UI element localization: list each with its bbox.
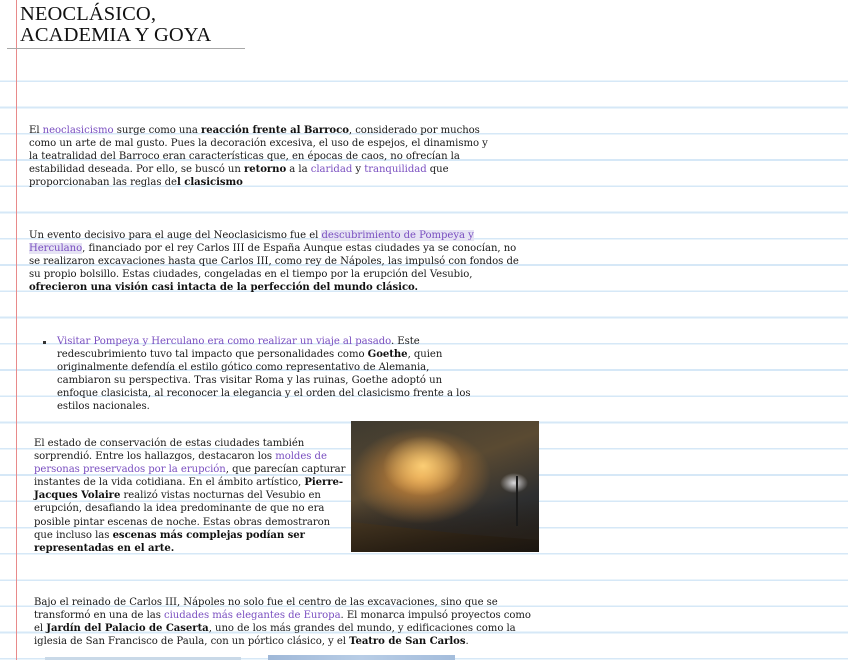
text: y <box>352 164 365 176</box>
keyword-viaje-pasado: Visitar Pompeya y Herculano era como realizar un viaje al pasado <box>57 336 391 347</box>
title-line-2: ACADEMIA Y GOYA <box>20 24 212 46</box>
partial-image-right <box>268 655 455 660</box>
keyword-ciudades-elegantes: ciudades más elegantes de Europa <box>164 610 341 622</box>
bold-reaccion-barroco: reacción frente al Barroco <box>200 125 349 136</box>
bold-teatro-san-carlos: Teatro de San Carlos <box>349 636 466 648</box>
title-underline <box>7 48 245 49</box>
paragraph-neoclasicismo-intro <box>29 124 489 189</box>
text: , quien originalmente defendía el estilo gótico como representativo de Alemania, cambiaron su perspectiva. Tras visitar Roma y las ruinas, Goethe adoptó un enfoque clasicista, al reconocer la elegancia y el orden del clasicismo frente a los estilos nacionales. <box>57 349 471 413</box>
text: , uno de los más grandes del mundo, y edificaciones como la iglesia de San Francisco de Paula, con un pórtico clásico, y el <box>34 623 516 648</box>
painting-ship-mast <box>516 476 518 526</box>
vesuvius-eruption-painting <box>351 421 539 552</box>
text: El estado de conservación de estas ciudades también sorprendió. Entre los hallazgos, destacaron los <box>34 438 305 463</box>
text: , considerado por muchos como un arte de mal gusto. Pues la decoración excesiva, el uso de espejos, el dinamismo y la teatralidad del Barroco eran características que, en épocas de caos, no ofrecían la estabilidad deseada. Por ello, se buscó un <box>29 125 488 176</box>
painting-ground <box>351 512 539 552</box>
text: . <box>465 636 469 648</box>
bold-jardin-caserta: Jardín del Palacio de Caserta <box>46 623 209 635</box>
paragraph-pompeya-herculano <box>29 229 529 294</box>
bold-goethe: Goethe <box>367 349 408 361</box>
text: , financiado por el rey Carlos III de España Aunque estas ciudades ya se conocían, no se realizaron excavaciones hasta que Carlos III, como rey de Nápoles, las impulsó con fondos de su propio bolsillo. Estas ciudades, congeladas en el tiempo por la erupción del Vesubio, <box>29 243 519 281</box>
highlighted-descubrimiento: descubrimiento de Pompeya y Herculano <box>29 230 474 255</box>
paragraph-conservacion-volaire <box>34 437 346 555</box>
keyword-moldes-personas: moldes de personas preservados por la erupción <box>34 451 327 476</box>
text: que proporcionaban las reglas de <box>29 164 449 189</box>
text: . El monarca impulsó proyectos como el <box>34 610 531 635</box>
text: surge como una <box>113 125 201 136</box>
text: Un evento decisivo para el auge del Neoclasicismo fue el <box>29 230 322 241</box>
bold-volaire: Pierre-Jacques Volaire <box>34 477 344 502</box>
text: , que parecían capturar instantes de la vida cotidiana. En el ámbito artístico, <box>34 464 346 489</box>
paragraph-carlos-iii-napoles <box>34 596 539 648</box>
keyword-claridad: claridad <box>310 164 353 176</box>
bullet-icon <box>43 341 46 344</box>
text: Bajo el reinado de Carlos III, Nápoles no solo fue el centro de las excavaciones, sino que se transformó en una de las <box>34 597 498 622</box>
page-title <box>20 4 211 46</box>
notebook-margin-line <box>16 0 17 660</box>
bold-clasicismo: l clasicismo <box>176 177 243 189</box>
bold-escenas-complejas: escenas más complejas podían ser representadas en el arte. <box>34 529 305 554</box>
text: a la <box>286 164 311 176</box>
text: realizó vistas nocturnas del Vesubio en erupción, desafiando la idea predominante de que no era posible pintar escenas de noche. Estas obras demostraron que incluso las <box>34 490 331 541</box>
keyword-tranquilidad: tranquilidad <box>364 164 427 176</box>
text: . Este redescubrimiento tuvo tal impacto que personalidades como <box>57 336 420 361</box>
bold-vision-mundo-clasico: ofrecieron una visión casi intacta de la perfección del mundo clásico. <box>29 282 419 294</box>
title-line-1: NEOCLÁSICO, <box>20 3 157 25</box>
keyword-neoclasicismo: neoclasicismo <box>42 125 114 136</box>
text: El <box>29 125 43 136</box>
bullet-item-goethe <box>57 335 482 414</box>
bold-retorno: retorno <box>243 164 287 176</box>
